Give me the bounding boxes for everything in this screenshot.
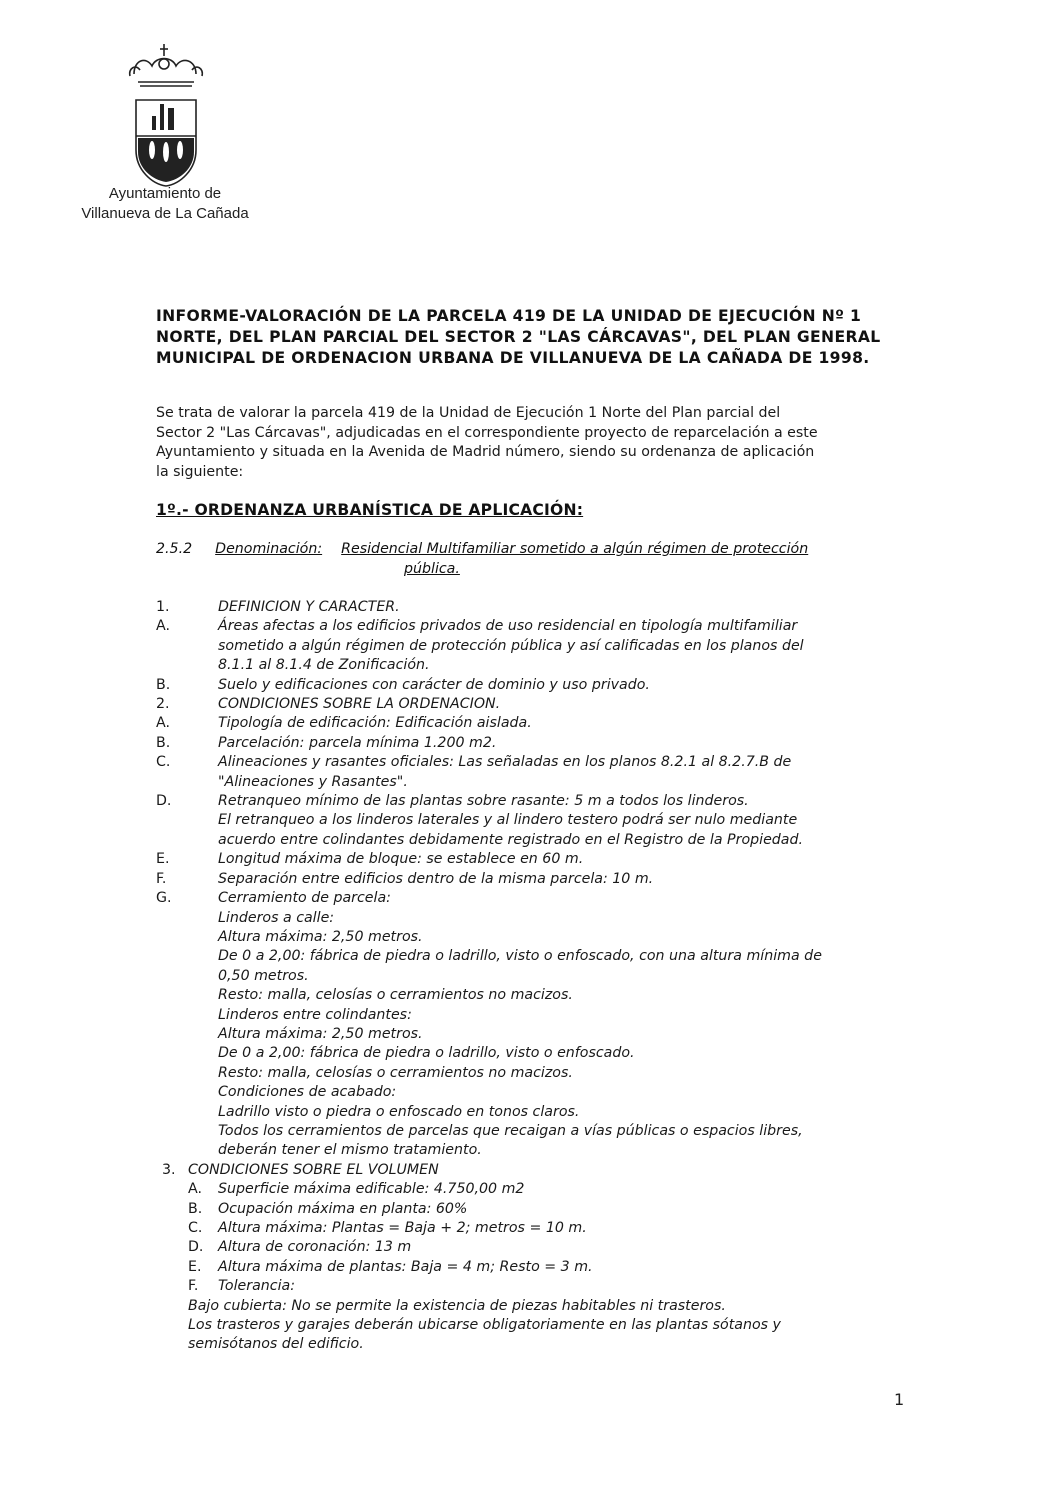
denominacion-text-cont: pública. xyxy=(404,560,460,577)
volumen-item xyxy=(156,1200,908,1219)
intro-line: Sector 2 "Las Cárcavas", adjudicadas en el correspondiente proyecto de reparcelación a este xyxy=(156,424,818,441)
list-item-marker: B. xyxy=(156,676,171,693)
denominacion-number: 2.5.2 xyxy=(156,541,193,557)
title-line: NORTE, DEL PLAN PARCIAL DEL SECTOR 2 "LAS CÁRCAVAS", DEL PLAN GENERAL xyxy=(156,328,881,346)
list-item-line: Todos los cerramientos de parcelas que recaigan a vías públicas o espacios libres, xyxy=(218,1122,803,1139)
intro-line: Ayuntamiento y situada en la Avenida de Madrid número, siendo su ordenanza de aplicación xyxy=(156,444,815,460)
list-item-marker: A. xyxy=(156,715,170,732)
volumen-item-text: Altura máxima de plantas: Baja = 4 m; Resto = 3 m. xyxy=(218,1258,593,1275)
volumen-item xyxy=(156,1277,908,1296)
list-item xyxy=(156,734,908,753)
list-item xyxy=(156,753,908,792)
list-item-line: Altura máxima: 2,50 metros. xyxy=(218,928,423,945)
list-item-marker: F. xyxy=(188,1278,199,1295)
list-item-line: Tipología de edificación: Edificación aislada. xyxy=(218,715,532,732)
list-item-line: sometido a algún régimen de protección pública y así calificadas en los planos del xyxy=(218,637,804,654)
list-item-marker: C. xyxy=(156,754,171,771)
list-item xyxy=(156,850,908,869)
list-item-marker: E. xyxy=(156,851,170,868)
list-item-marker: 1. xyxy=(156,599,170,615)
list-item-line: Resto: malla, celosías o cerramientos no macizos. xyxy=(218,987,573,1004)
list-item-line: Parcelación: parcela mínima 1.200 m2. xyxy=(218,734,497,751)
list-item xyxy=(156,870,908,889)
volumen-item-text: Superficie máxima edificable: 4.750,00 m2 xyxy=(218,1181,525,1198)
intro-line: la siguiente: xyxy=(156,463,244,480)
denominacion-label: Denominación: xyxy=(215,541,323,557)
list-item-line: Altura máxima: 2,50 metros. xyxy=(218,1025,423,1042)
list-item-line: Suelo y edificaciones con carácter de dominio y uso privado. xyxy=(218,676,650,693)
volumen-note-line: Los trasteros y garajes deberán ubicarse obligatoriamente en las plantas sótanos y xyxy=(188,1317,781,1334)
list-item-line: El retranqueo a los linderos laterales y al lindero testero podrá ser nulo mediante xyxy=(218,812,798,829)
list-item-marker: 2. xyxy=(156,696,170,713)
list-item-marker: A. xyxy=(188,1181,202,1198)
volumen-item xyxy=(156,1180,908,1199)
list-item-marker: D. xyxy=(188,1239,204,1256)
list-item-line: "Alineaciones y Rasantes". xyxy=(218,773,408,790)
title-line: MUNICIPAL DE ORDENACION URBANA DE VILLANUEVA DE LA CAÑADA DE 1998. xyxy=(156,349,870,367)
list-item-marker: E. xyxy=(188,1258,202,1275)
list-item-line: De 0 a 2,00: fábrica de piedra o ladrillo, visto o enfoscado. xyxy=(218,1045,635,1062)
list-item-marker: G. xyxy=(156,890,172,907)
list-item-marker: B. xyxy=(188,1200,203,1217)
list-item-line: deberán tener el mismo tratamiento. xyxy=(218,1142,482,1159)
org-line-2: Villanueva de La Cañada xyxy=(81,205,249,222)
list-item-line: Condiciones de acabado: xyxy=(218,1084,397,1101)
intro-paragraph xyxy=(156,404,908,482)
list-item-line: Separación entre edificios dentro de la misma parcela: 10 m. xyxy=(218,870,654,887)
list-item-line: Longitud máxima de bloque: se establece en 60 m. xyxy=(218,851,584,868)
list-item xyxy=(156,598,908,617)
org-line-1: Ayuntamiento de xyxy=(108,185,222,202)
coat-of-arms-logo xyxy=(124,42,208,192)
ordinance-list xyxy=(156,598,908,1355)
list-item xyxy=(156,792,908,850)
list-item xyxy=(156,889,908,1161)
list-item-line: Linderos a calle: xyxy=(218,909,335,926)
volumen-item-text: Altura máxima: Plantas = Baja + 2; metros = 10 m. xyxy=(218,1220,587,1236)
volumen-item xyxy=(156,1258,908,1277)
list-item-line: 0,50 metros. xyxy=(218,967,309,984)
list-item-marker: 3. xyxy=(162,1161,176,1178)
organization-name xyxy=(60,184,270,224)
page-number: 1 xyxy=(894,1390,905,1409)
list-item-line: CONDICIONES SOBRE LA ORDENACION. xyxy=(218,696,501,713)
list-item-line: DEFINICION Y CARACTER. xyxy=(218,599,400,615)
list-item-marker: C. xyxy=(188,1220,203,1236)
list-item-line: Retranqueo mínimo de las plantas sobre rasante: 5 m a todos los linderos. xyxy=(218,793,749,810)
volumen-item xyxy=(156,1238,908,1257)
volumen-heading-text: CONDICIONES SOBRE EL VOLUMEN xyxy=(188,1161,439,1178)
section-heading: 1º.- ORDENANZA URBANÍSTICA DE APLICACIÓN: xyxy=(156,501,584,519)
volumen-heading xyxy=(156,1161,908,1180)
volumen-item-text: Tolerancia: xyxy=(218,1278,295,1295)
list-item-line: acuerdo entre colindantes debidamente registrado en el Registro de la Propiedad. xyxy=(218,831,804,848)
intro-line: Se trata de valorar la parcela 419 de la Unidad de Ejecución 1 Norte del Plan parcial del xyxy=(156,405,781,421)
list-item-line: Cerramiento de parcela: xyxy=(218,890,391,907)
list-item xyxy=(156,695,908,714)
list-item-line: De 0 a 2,00: fábrica de piedra o ladrillo, visto o enfoscado, con una altura mínima de xyxy=(218,948,822,965)
list-item-line: Áreas afectas a los edificios privados de uso residencial en tipología multifamiliar xyxy=(218,618,798,635)
list-item xyxy=(156,617,908,675)
list-item-line: Alineaciones y rasantes oficiales: Las señaladas en los planos 8.2.1 al 8.2.7.B de xyxy=(218,754,792,771)
list-item-line: Linderos entre colindantes: xyxy=(218,1006,412,1023)
list-item-line: Ladrillo visto o piedra o enfoscado en tonos claros. xyxy=(218,1103,580,1120)
list-item xyxy=(156,676,908,695)
volumen-item-text: Ocupación máxima en planta: 60% xyxy=(218,1200,468,1217)
document-title xyxy=(156,306,908,369)
volumen-item-text: Altura de coronación: 13 m xyxy=(218,1239,412,1256)
list-item-marker: A. xyxy=(156,618,170,635)
list-item xyxy=(156,714,908,733)
list-item-line: 8.1.1 al 8.1.4 de Zonificación. xyxy=(218,657,430,674)
volumen-notes xyxy=(156,1297,908,1355)
list-item-marker: D. xyxy=(156,793,172,810)
denominacion-block xyxy=(156,540,908,579)
list-item-marker: B. xyxy=(156,734,171,751)
list-item-marker: F. xyxy=(156,870,167,887)
list-item-line: Resto: malla, celosías o cerramientos no macizos. xyxy=(218,1064,573,1081)
denominacion-text: Residencial Multifamiliar sometido a algún régimen de protección xyxy=(341,541,809,557)
volumen-note-line: Bajo cubierta: No se permite la existencia de piezas habitables ni trasteros. xyxy=(188,1297,726,1314)
title-line: INFORME-VALORACIÓN DE LA PARCELA 419 DE LA UNIDAD DE EJECUCIÓN Nº 1 xyxy=(156,307,862,325)
volumen-note-line: semisótanos del edificio. xyxy=(188,1336,364,1353)
volumen-item xyxy=(156,1219,908,1238)
